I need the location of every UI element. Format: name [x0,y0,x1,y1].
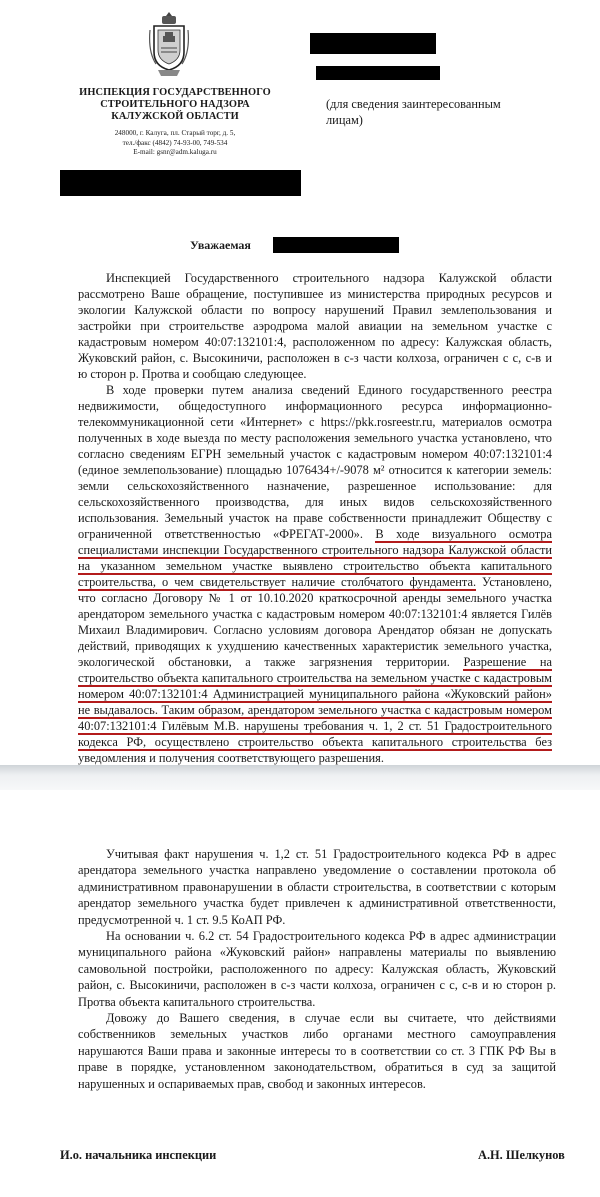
letter-line [78,622,552,638]
plain-text: земли сельскохозяйственного назначение, разрешенное использование: для [78,479,552,493]
address-line: 248000, г. Калуга, пл. Старый торг, д. 5, [114,129,236,137]
highlighted-text: на указанном земельном участке выявлено строительство объекта капитального [78,559,552,573]
plain-text: экологической обстановки, а также загрязнения территории. [78,655,450,669]
plain-text: арендатора земельного участка направлено уведомление о составлении протокола об [78,863,556,878]
letter-line [78,1010,556,1026]
highlighted-text: В ходе визуального осмотра [375,527,552,541]
letter-body-part-2 [78,846,556,1092]
highlighted-text: специалистами инспекции Государственного строительного надзора Калужской области [78,543,552,557]
letter-line [78,366,552,382]
institution-block [60,87,290,158]
letter-line [78,961,556,977]
plain-text: полученных в ходе выезда по месту расположения земельного участка установлено, что [78,431,552,445]
letter-line [78,862,556,878]
highlighted-text: строительство объекта капитального строительства на земельном участке с кадастровым [78,671,552,685]
letter-line [78,478,552,494]
letter-line [78,879,556,895]
plain-text: (единое землепользование) площадью 1076434+/-9078 м² относится к категории земель: [78,463,552,477]
plain-text: нарушаются Ваши права и законные интересы то в соответствии со ст. 3 ГПК РФ Вы в [78,1043,556,1058]
plain-text: собственников земельных участков либо органами местного самоуправления [78,1027,556,1042]
addressee-note [326,96,501,128]
redacted-recipient-name [310,33,436,54]
letter-line [78,1043,556,1059]
letter-line [78,895,556,911]
letter-line [78,414,552,430]
letter-line [78,510,552,526]
plain-text: самовольной постройки, расположенного по адресу: Калужская область, Жуковский [78,961,556,976]
plain-text: ограниченной ответственностью «ФРЕГАТ-2000». [78,527,363,541]
letter-line [78,734,552,750]
letter-line [78,382,552,398]
institution-name-line: КАЛУЖСКОЙ ОБЛАСТИ [111,111,239,122]
addressee-note-line: (для сведения заинтересованным [326,97,501,111]
plain-text: праве в порядке, установленном законодательством, обратиться в суд за защитой [78,1060,556,1075]
letter-line [78,846,556,862]
plain-text: кадастровым номером 40:07:132101:4, расположенном по адресу: Калужская область, [78,335,552,349]
plain-text: В ходе проверки путем анализа сведений Единого государственного реестра [106,383,552,397]
redacted-reference-number [60,170,301,196]
greeting: Уважаемая [190,238,251,252]
plain-text: что согласно Договору № 1 от 10.10.2020 краткосрочной аренды земельного участка [78,591,552,605]
letter-line [78,686,552,702]
plain-text: сельскохозяйственного производства, для иных видов сельскохозяйственного [78,495,552,509]
letter-line [78,574,552,590]
plain-text: Учитывая факт нарушения ч. 1,2 ст. 51 Градостроительного кодекса РФ в адрес [106,847,556,861]
plain-text: предусмотренной ч. 1 ст. 9.5 КоАП РФ. [78,912,286,927]
letter-line [78,977,556,993]
redacted-addressee-name [273,237,399,253]
letter-line [78,928,556,944]
letter-line [78,750,552,765]
plain-text: использования. Земельный участок на праве собственности принадлежит Обществу с [78,511,552,525]
signatory-position: И.о. начальника инспекции [60,1148,217,1162]
highlighted-text: строительства, о чем свидетельствует наличие столбчатого фундамента. [78,575,477,589]
letter-line [78,944,556,960]
plain-text: На основании ч. 6.2 ст. 54 Градостроительного кодекса РФ в адрес администрации [106,929,556,944]
highlighted-text: 40:07:132101:4 Гилёвым М.В. нарушены требования ч. 1, 2 ст. 51 Градостроительного [78,719,552,733]
letter-line [78,638,552,654]
redacted-recipient-address [316,66,440,80]
letter-line [78,446,552,462]
highlighted-text: кодекса РФ, осуществлено строительство объекта капитального строительства без [78,735,552,749]
letter-line [78,1059,556,1075]
plain-text: недвижимости, общедоступного информационного ресурса информационно- [78,399,552,413]
plain-text: Михаил Владимирович. Согласно условиям договора Арендатор обязан не допускать [78,623,552,637]
plain-text: арендатор земельного участка будет привлечен к административной ответственности, [78,896,556,911]
plain-text: район, с. Высокиничи, расположен в с-з части колхоза, ограничен с с, с-в и ю сторон р. [78,978,556,993]
institution-name-line: СТРОИТЕЛЬНОГО НАДЗОРА [100,99,250,110]
plain-text: арендатором земельного участка с кадастровым номером 40:07:132101:4 является Гилёв [78,607,552,621]
letter-page-2 [0,790,600,1197]
letter-line [78,462,552,478]
kaluga-coat-of-arms-icon [148,10,190,80]
letter-line [78,526,552,542]
plain-text: Инспекцией Государственного строительного надзора Калужской области [106,271,552,285]
plain-text: согласно сведениям ЕГРН земельный участок с кадастровым номером 40:07:132101:4 [78,447,552,461]
plain-text: Довожу до Вашего сведения, в случае если вы считаете, что действиями [106,1011,556,1026]
letter-line [78,494,552,510]
letter-line [78,334,552,350]
plain-text: Установлено, [482,575,552,589]
address-line: E-mail: gsnr@adm.kaluga.ru [133,148,217,156]
letter-line [78,590,552,606]
letter-line [78,398,552,414]
letter-line [78,430,552,446]
institution-name-line: ИНСПЕКЦИЯ ГОСУДАРСТВЕННОГО [79,87,271,98]
plain-text: Протва объекта капитального строительства. [78,994,316,1009]
letter-line [78,318,552,334]
plain-text: экологии Калужской области по вопросу нарушений Правил землепользования и [78,303,552,317]
institution-address [60,129,290,158]
addressee-note-line: лицам) [326,113,363,127]
page-gap [0,765,600,790]
plain-text: рассмотрено Ваше обращение, поступившее из министерства природных ресурсов и [78,287,552,301]
letter-line [78,994,556,1010]
institution-name [60,87,290,123]
plain-text: застройки при строительстве аэродрома малой авиации на земельном участке с [78,319,552,333]
letter-line [78,912,556,928]
letter-line [78,558,552,574]
highlighted-text: уведомления и получения соответствующего разрешения. [78,751,384,765]
letter-line [78,542,552,558]
signatory-name: А.Н. Шелкунов [478,1148,565,1162]
letter-line [78,286,552,302]
plain-text: муниципального района «Жуковский район» направлены материалы по выявлению [78,945,556,960]
plain-text: действий, приводящих к ухудшению качественных характеристик земельного участка, [78,639,552,653]
letter-line [78,654,552,670]
letter-line [78,670,552,686]
plain-text: Жуковский район, с. Высокиничи, расположен в с-з части колхоза, ограничен с с, с-в и [78,351,552,365]
plain-text: административном правонарушении в области строительства, в соответствии с которым [78,879,556,894]
letter-body-part-1 [78,270,552,765]
highlighted-text: Разрешение на [463,655,552,669]
letter-line [78,1076,556,1092]
letter-line [78,606,552,622]
plain-text: нарушенных и оспариваемых прав, свобод и законных интересов. [78,1076,426,1091]
plain-text: ю сторон р. Протва и сообщаю следующее. [78,367,307,381]
address-line: тел./факс (4842) 74-93-00, 749-534 [122,138,228,147]
plain-text: телекоммуникационной сети «Интернет» с https://pkk.rosreestr.ru, материалов осмотра [78,415,552,429]
letter-line [78,1026,556,1042]
letter-line [78,718,552,734]
letter-line [78,702,552,718]
letter-line [78,302,552,318]
letter-line [78,350,552,366]
letter-line [78,270,552,286]
highlighted-text: не выдавалось. Таким образом, арендатором земельного участка с кадастровым номером [78,703,552,717]
highlighted-text: номером 40:07:132101:4 Администрацией муниципального района «Жуковский район» [78,687,552,701]
